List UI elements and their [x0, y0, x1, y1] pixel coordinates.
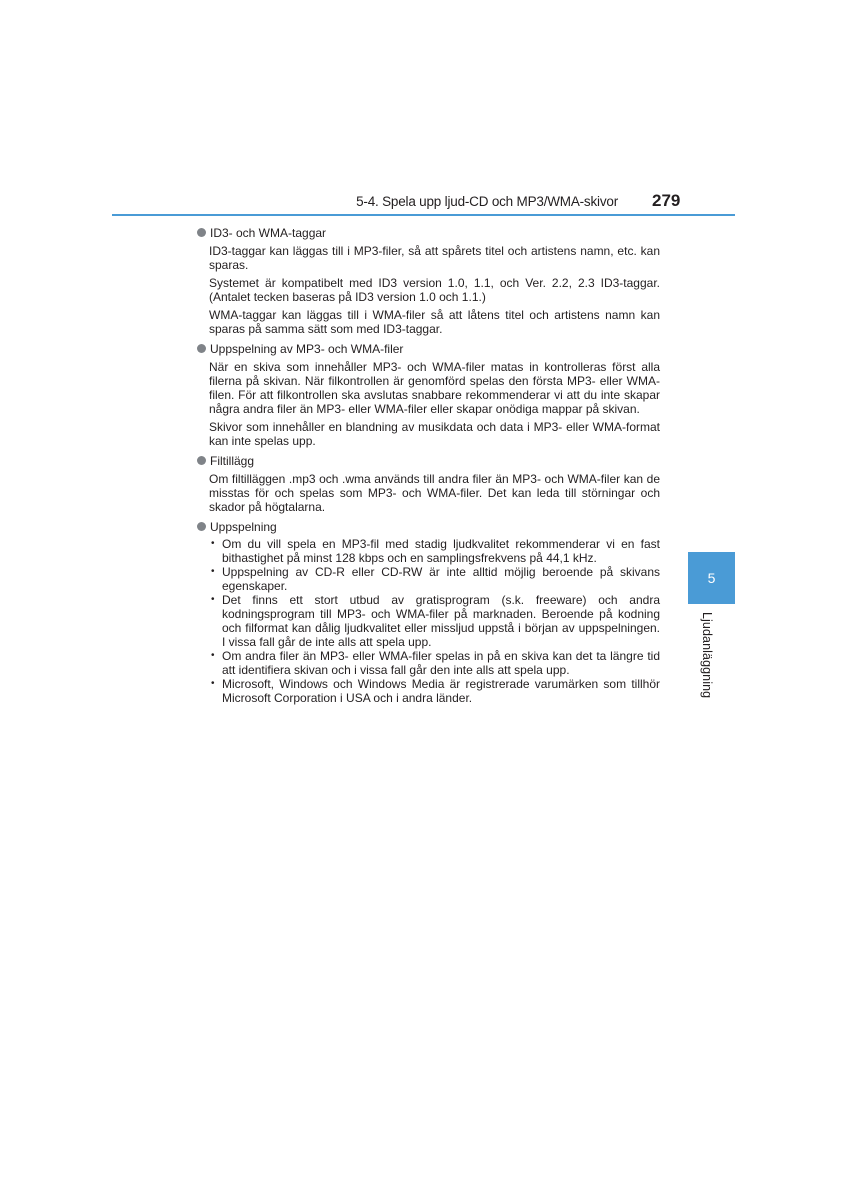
section-playback	[197, 518, 660, 705]
section-heading	[197, 340, 660, 357]
section-heading-text: Filtillägg	[210, 453, 255, 468]
small-dot-bullet-icon: •	[211, 566, 215, 577]
page-number: 279	[652, 191, 681, 210]
section-heading	[197, 224, 660, 241]
section-mp3-wma-playback	[197, 340, 660, 448]
list-item-text: Microsoft, Windows och Windows Media är registrerade varumärken som tillhör Microsoft Corporation i USA och i andra länder.	[222, 677, 660, 705]
paragraph: WMA-taggar kan läggas till i WMA-filer så att låtens titel och artistens namn kan sparas på samma sätt som med ID3-taggar.	[209, 308, 660, 336]
section-id3-wma-tags	[197, 224, 660, 336]
filled-circle-bullet-icon	[197, 456, 206, 465]
section-heading-text: Uppspelning av MP3- och WMA-filer	[210, 341, 404, 356]
list-item	[209, 593, 660, 649]
section-heading	[197, 518, 660, 535]
list-item-text: Om du vill spela en MP3-fil med stadig ljudkvalitet rekommenderar vi en fast bithastighet på minst 128 kbps och en samplingsfrekvens på 44,1 kHz.	[222, 537, 660, 565]
chapter-number: 5	[707, 570, 716, 586]
paragraph: Systemet är kompatibelt med ID3 version 1.0, 1.1, och Ver. 2.2, 2.3 ID3-taggar. (Antalet tecken baseras på ID3 version 1.0 och 1.1.)	[209, 276, 660, 304]
section-heading-text: ID3- och WMA-taggar	[210, 225, 327, 240]
list-item-text: Uppspelning av CD-R eller CD-RW är inte alltid möjlig beroende på skivans egenskaper.	[222, 565, 660, 593]
list-item	[209, 537, 660, 565]
filled-circle-bullet-icon	[197, 228, 206, 237]
small-dot-bullet-icon: •	[211, 538, 215, 549]
filled-circle-bullet-icon	[197, 344, 206, 353]
chapter-label: Ljudanläggning	[700, 612, 714, 699]
section-heading-text: Uppspelning	[210, 519, 277, 534]
section-title: 5-4. Spela upp ljud-CD och MP3/WMA-skivor	[356, 194, 618, 209]
chapter-tab	[688, 552, 735, 604]
list-item	[209, 565, 660, 593]
paragraph: Om filtilläggen .mp3 och .wma används till andra filer än MP3- och WMA-filer kan de misstas för och spelas som MP3- och WMA-filer. Det kan leda till störningar och skador på högtalarna.	[209, 472, 660, 514]
paragraph: När en skiva som innehåller MP3- och WMA-filer matas in kontrolleras först alla filerna på skivan. När filkontrollen är genomförd spelas den första MP3- eller WMA-filen. För att filkontrollen ska avslutas snabbare rekommenderar vi att du inte skapar några andra filer än MP3- eller WMA-filer eller skapar onödiga mappar på skivan.	[209, 360, 660, 416]
section-file-extensions	[197, 452, 660, 514]
paragraph: Skivor som innehåller en blandning av musikdata och data i MP3- eller WMA-format kan inte spelas upp.	[209, 420, 660, 448]
small-dot-bullet-icon: •	[211, 594, 215, 605]
filled-circle-bullet-icon	[197, 522, 206, 531]
main-content	[197, 224, 660, 705]
header-divider	[112, 214, 735, 216]
list-item-text: Om andra filer än MP3- eller WMA-filer spelas in på en skiva kan det ta längre tid att identifiera skivan och i vissa fall går den inte alls att spela upp.	[222, 649, 660, 677]
list-item-text: Det finns ett stort utbud av gratisprogram (s.k. freeware) och andra kodningsprogram till MP3- och WMA-filer på marknaden. Beroende på kodning och filformat kan dålig ljudkvalitet eller missljud uppstå i början av uppspelningen. I vissa fall går de inte alls att spela upp.	[222, 593, 660, 649]
playback-notes-list	[209, 537, 660, 705]
small-dot-bullet-icon: •	[211, 678, 215, 689]
small-dot-bullet-icon: •	[211, 650, 215, 661]
section-heading	[197, 452, 660, 469]
list-item	[209, 677, 660, 705]
paragraph: ID3-taggar kan läggas till i MP3-filer, så att spårets titel och artistens namn, etc. kan sparas.	[209, 244, 660, 272]
list-item	[209, 649, 660, 677]
